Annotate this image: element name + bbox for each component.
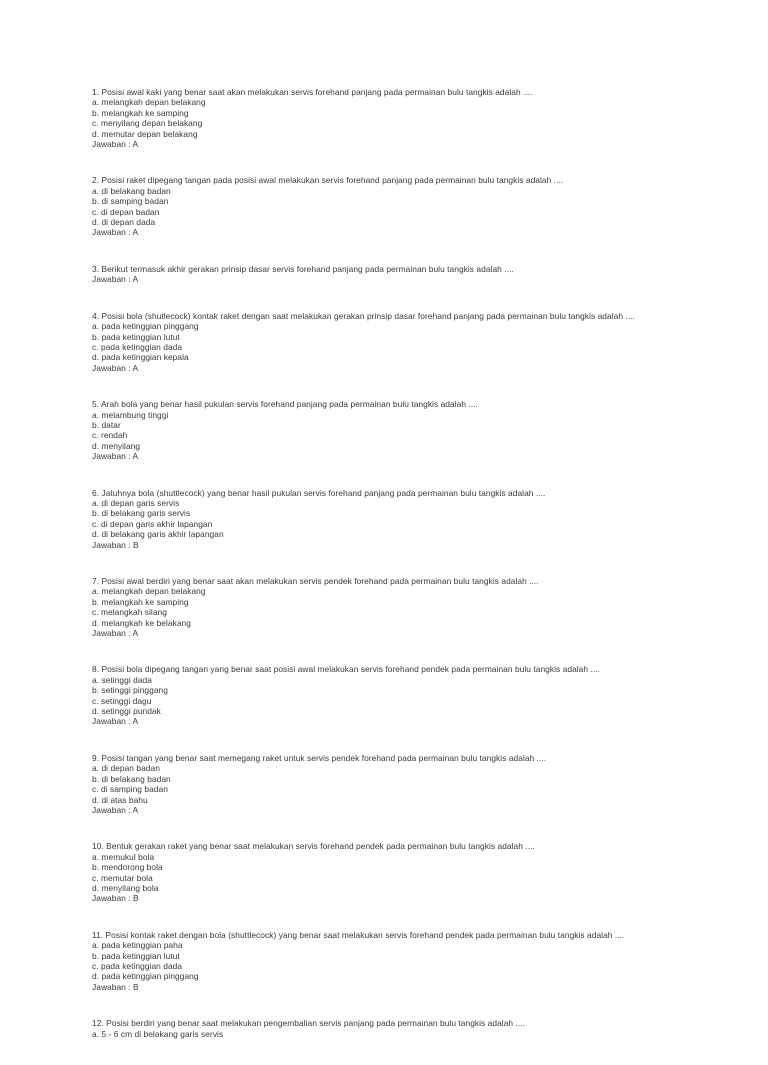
answer-line: Jawaban : A (92, 274, 139, 285)
question-3 (92, 264, 732, 285)
option-d: d. di atas bahu (92, 794, 148, 805)
option-a: a. melambung tinggi (92, 409, 169, 420)
question-text: 10. Bentuk gerakan raket yang benar saat melakukan servis forehand pendek pada permainan bulu tangkis adalah .... (92, 841, 535, 852)
question-2 (92, 175, 732, 237)
question-10 (92, 841, 732, 903)
option-b: b. di belakang badan (92, 773, 171, 784)
option-c: c. memutar bola (92, 872, 153, 883)
option-b: b. setinggi pinggang (92, 685, 168, 696)
question-text: 2. Posisi raket dipegang tangan pada posisi awal melakukan servis forehand panjang pada permainan bulu tangkis adalah .... (92, 175, 564, 186)
answer-line: Jawaban : B (92, 981, 139, 992)
option-b: b. pada ketinggian lutut (92, 950, 180, 961)
answer-line: Jawaban : B (92, 539, 139, 550)
option-c: c. di depan garis akhir lapangan (92, 518, 213, 529)
option-a: a. 5 - 6 cm di belakang garis servis (92, 1028, 224, 1039)
question-text: 8. Posisi bola dipegang tangan yang benar saat posisi awal melakukan servis forehand pendek pada permainan bulu tangkis adalah .... (92, 664, 600, 675)
option-d: d. menyilang (92, 440, 141, 451)
question-11 (92, 930, 732, 992)
option-b: b. di belakang garis servis (92, 508, 191, 519)
option-b: b. mendorong bola (92, 862, 163, 873)
answer-line: Jawaban : A (92, 227, 139, 238)
option-d: d. melangkah ke belakang (92, 617, 191, 628)
question-text: 1. Posisi awal kaki yang benar saat akan melakukan servis forehand panjang pada permainan bulu tangkis adalah .... (92, 87, 533, 97)
option-b: b. di samping badan (92, 196, 169, 207)
option-a: a. memukul bola (92, 851, 155, 862)
question-text: 12. Posisi berdiri yang benar saat melakukan pengembalian servis panjang pada permainan bulu tangkis adalah .... (92, 1018, 525, 1029)
option-d: d. di depan dada (92, 217, 156, 228)
option-b: b. melangkah ke samping (92, 596, 189, 607)
answer-line: Jawaban : A (92, 139, 139, 150)
question-text: 7. Posisi awal berdiri yang benar saat akan melakukan servis pendek forehand pada permainan bulu tangkis adalah .... (92, 576, 539, 586)
question-5 (92, 399, 732, 461)
option-d: d. memutar depan belakang (92, 128, 198, 139)
option-c: c. pada ketinggian dada (92, 960, 183, 971)
option-c: c. melangkah silang (92, 607, 167, 618)
option-b: b. pada ketinggian lutut (92, 331, 180, 342)
answer-line: Jawaban : A (92, 716, 139, 727)
question-7 (92, 576, 732, 638)
question-text: 9. Posisi tangan yang benar saat memegang raket untuk servis pendek forehand pada permainan bulu tangkis adalah .... (92, 752, 547, 763)
question-9 (92, 753, 732, 815)
option-c: c. di samping badan (92, 784, 168, 795)
question-text: 3. Berikut termasuk akhir gerakan prinsip dasar servis forehand panjang pada permainan bulu tangkis adalah .... (92, 263, 514, 274)
option-d: d. setinggi pundak (92, 706, 161, 717)
question-8 (92, 664, 732, 726)
question-6 (92, 488, 732, 550)
option-a: a. di depan garis servis (92, 497, 180, 508)
option-a: a. melangkah depan belakang (92, 97, 206, 108)
answer-line: Jawaban : A (92, 362, 139, 373)
option-a: a. pada ketinggian paha (92, 940, 183, 951)
option-b: b. melangkah ke samping (92, 107, 189, 118)
document-page (92, 87, 732, 1065)
option-a: a. pada ketinggian pinggang (92, 321, 199, 332)
option-c: c. rendah (92, 430, 128, 441)
option-d: d. pada ketinggian kepala (92, 352, 189, 363)
option-c: c. pada ketinggian dada (92, 341, 183, 352)
option-d: d. di belakang garis akhir lapangan (92, 529, 224, 540)
option-a: a. di depan badan (92, 763, 160, 774)
question-text: 11. Posisi kontak raket dengan bola (shuttlecock) yang benar saat melakukan servis forehand pendek pada permainan bulu tangkis adalah .... (92, 929, 625, 940)
question-12 (92, 1018, 732, 1039)
answer-line: Jawaban : A (92, 804, 139, 815)
answer-line: Jawaban : B (92, 893, 139, 904)
option-c: c. setinggi dagu (92, 695, 152, 706)
question-text: 4. Posisi bola (shutlecock) kontak raket dengan saat melakukan gerakan prinsip dasar forehand panjang pada permainan bulu tangkis adalah .... (92, 310, 635, 321)
answer-line: Jawaban : A (92, 451, 139, 462)
answer-line: Jawaban : A (92, 628, 139, 639)
option-a: a. di belakang badan (92, 185, 171, 196)
option-c: c. menyilang depan belakang (92, 118, 203, 129)
option-d: d. pada ketinggian pinggang (92, 971, 199, 982)
question-text: 6. Jatuhnya bola (shuttlecock) yang benar hasil pukulan servis forehand panjang pada permainan bulu tangkis adalah .... (92, 487, 546, 498)
question-1 (92, 87, 732, 149)
option-a: a. setinggi dada (92, 674, 152, 685)
option-c: c. di depan badan (92, 206, 160, 217)
question-4 (92, 311, 732, 373)
option-d: d. menyilang bola (92, 882, 159, 893)
option-b: b. datar (92, 419, 121, 430)
question-text: 5. Arah bola yang benar hasil pukulan servis forehand panjang pada permainan bulu tangkis adalah .... (92, 399, 478, 410)
option-a: a. melangkah depan belakang (92, 586, 206, 597)
